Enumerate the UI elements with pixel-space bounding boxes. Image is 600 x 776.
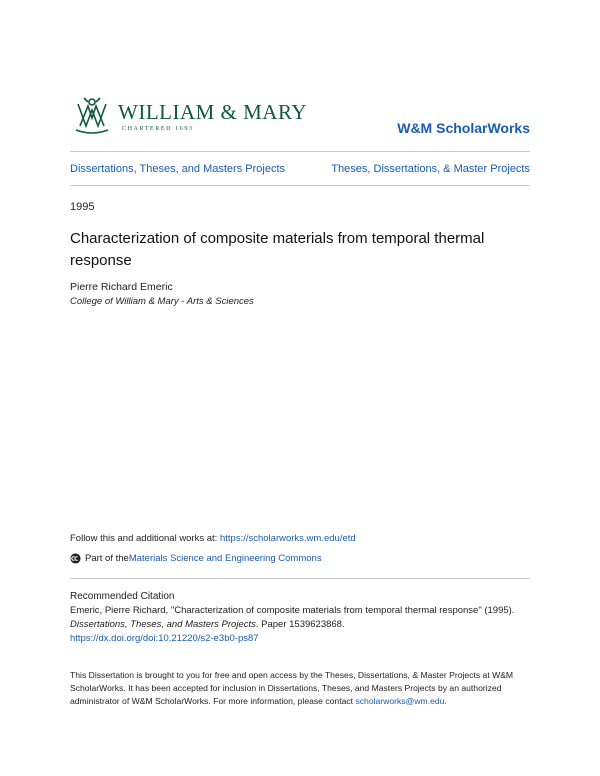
nav-divider bbox=[70, 185, 530, 186]
citation-line: Emeric, Pierre Richard, "Characterization of composite materials from temporal thermal response" (1995). bbox=[70, 605, 515, 616]
doi-link[interactable]: https://dx.doi.org/doi:10.21220/s2-e3b0-ps87 bbox=[70, 633, 259, 644]
part-of-line bbox=[70, 553, 322, 564]
logo-wordmark: WILLIAM & MARY bbox=[118, 100, 307, 124]
citation-paper-number: . Paper 1539623868. bbox=[255, 619, 345, 630]
author-affiliation: College of William & Mary - Arts & Sciences bbox=[70, 296, 254, 307]
access-statement-text: This Dissertation is brought to you for free and open access by the Theses, Dissertations, & Master Projects at W&M ScholarWorks. It has been accepted for inclusion in Dissertations, Theses, and Masters Projects by an authorized administrator of W&M ScholarWorks. For more information, please contact bbox=[70, 670, 514, 706]
commons-link[interactable]: Materials Science and Engineering Commons bbox=[128, 553, 322, 564]
citation-series bbox=[70, 619, 345, 630]
citation-heading: Recommended Citation bbox=[70, 591, 175, 602]
cipher-logo-icon bbox=[72, 96, 112, 136]
part-of-label: Part of the bbox=[85, 553, 129, 564]
document-title: Characterization of composite materials from temporal thermal response bbox=[70, 230, 485, 269]
follow-line bbox=[70, 533, 356, 544]
citation-divider bbox=[70, 578, 530, 579]
header-divider bbox=[70, 151, 530, 152]
parent-collection-link[interactable]: Theses, Dissertations, & Master Projects bbox=[331, 163, 530, 175]
author-name: Pierre Richard Emeric bbox=[70, 281, 173, 293]
contact-email-link[interactable]: scholarworks@wm.edu bbox=[355, 696, 445, 706]
university-logo bbox=[72, 96, 307, 140]
follow-label: Follow this and additional works at: bbox=[70, 533, 220, 544]
publication-year: 1995 bbox=[70, 201, 95, 213]
logo-tagline: CHARTERED 1693 bbox=[122, 126, 194, 132]
citation-series-italic: Dissertations, Theses, and Masters Projects bbox=[70, 619, 256, 630]
scholarworks-brand[interactable]: W&M ScholarWorks bbox=[397, 120, 530, 136]
creative-commons-icon bbox=[70, 553, 81, 564]
follow-url-link[interactable]: https://scholarworks.wm.edu/etd bbox=[219, 533, 356, 544]
access-statement-end: . bbox=[444, 696, 447, 706]
collection-link[interactable]: Dissertations, Theses, and Masters Projects bbox=[70, 163, 285, 175]
access-statement bbox=[70, 669, 535, 708]
